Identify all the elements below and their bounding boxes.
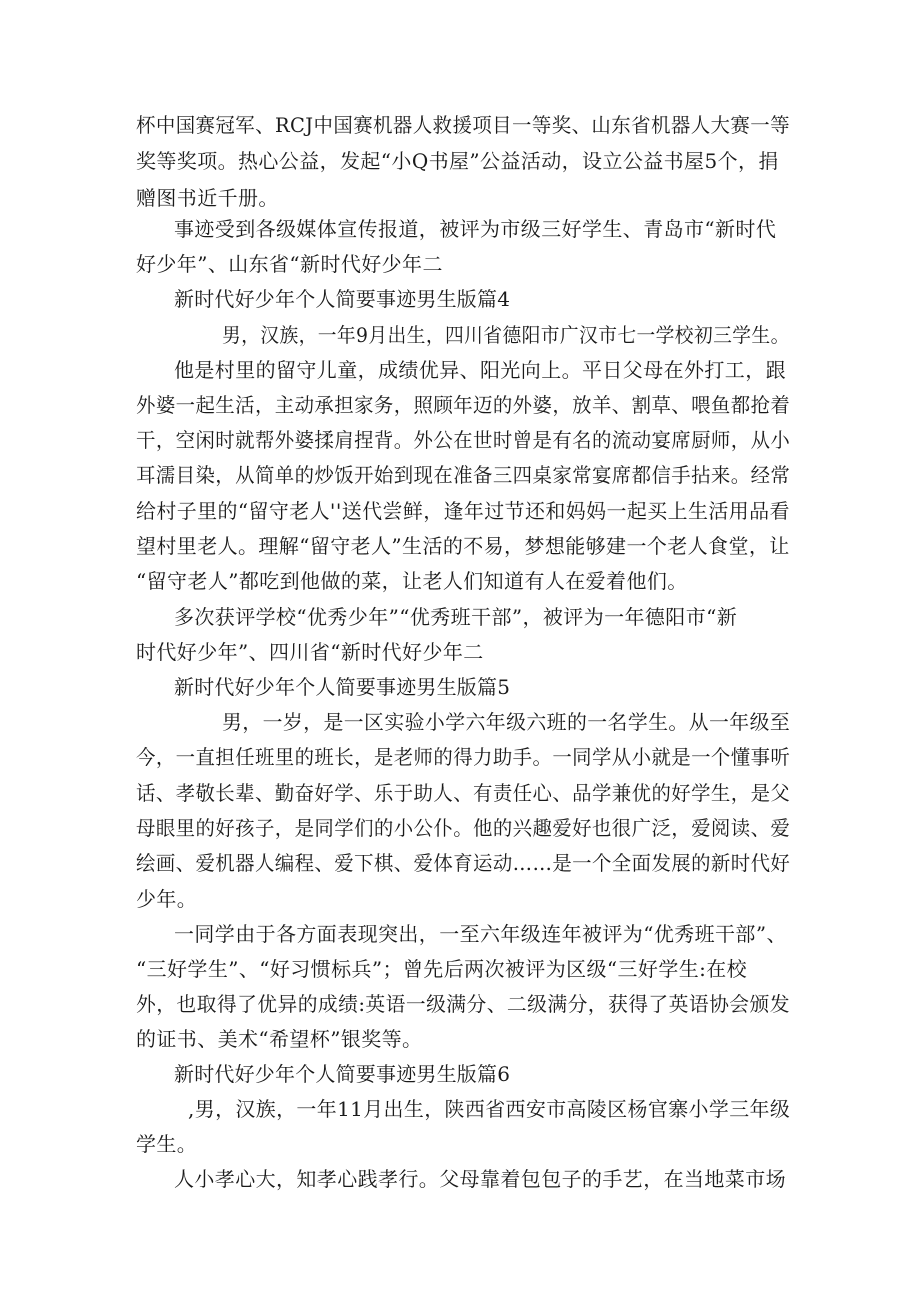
text-line: 绘画、爱机器人编程、爱下棋、爱体育运动……是一个全面发展的新时代好	[136, 851, 791, 875]
text-line: 男，汉族，一年9月出生，四川省德阳市广汉市七一学校初三学生。	[222, 323, 790, 347]
text-line: 事迹受到各级媒体宣传报道，被评为市级三好学生、青岛市“新时代	[174, 217, 777, 241]
text-line: 杯中国赛冠军、RCJ中国赛机器人救援项目一等奖、山东省机器人大赛一等	[136, 113, 790, 137]
text-line: 耳濡目染，从简单的炒饭开始到现在准备三四桌家常宴席都信手拈来。经常	[136, 463, 791, 487]
text-line: 人小孝心大，知孝心践孝行。父母靠着包包子的手艺，在当地菜市场	[174, 1167, 786, 1191]
text-line: 母眼里的好孩子，是同学们的小公仆。他的兴趣爱好也很广泛，爱阅读、爱	[136, 816, 791, 840]
text-line: 好少年”、山东省“新时代好少年二	[136, 252, 443, 276]
text-line: 少年。	[136, 887, 198, 911]
text-line: 学生。	[136, 1132, 198, 1156]
text-line: 今，一直担任班里的班长，是老师的得力助手。一同学从小就是一个懂事听	[136, 745, 791, 769]
text-line: ,男，汉族，一年11月出生，陕西省西安市高陵区杨官寨小学三年级	[188, 1097, 791, 1121]
text-line: “留守老人”都吃到他做的菜，让老人们知道有人在爱着他们。	[136, 569, 688, 593]
text-line: “三好学生”、“好习惯标兵”；曾先后两次被评为区级“三好学生:在校	[136, 957, 748, 981]
text-line: 时代好少年”、四川省“新时代好少年二	[136, 640, 484, 664]
text-line: 外，也取得了优异的成绩:英语一级满分、二级满分，获得了英语协会颁发	[136, 992, 790, 1016]
text-line: 外婆一起生活，主动承担家务，照顾年迈的外婆，放羊、割草、喂鱼都抢着	[136, 393, 791, 417]
text-line: 的证书、美术“希望杯”银奖等。	[136, 1027, 423, 1051]
text-line: 男，一岁，是一区实验小学六年级六班的一名学生。从一年级至	[222, 710, 791, 734]
text-line: 赠图书近千册。	[136, 186, 279, 210]
section-heading: 新时代好少年个人简要事迹男生版篇4	[174, 287, 511, 311]
section-heading: 新时代好少年个人简要事迹男生版篇6	[174, 1062, 511, 1086]
text-line: 干，空闲时就帮外婆揉肩捏背。外公在世时曾是有名的流动宴席厨师，从小	[136, 428, 791, 452]
text-line: 多次获评学校“优秀少年”“优秀班干部”，被评为一年德阳市“新	[174, 605, 738, 629]
section-heading: 新时代好少年个人简要事迹男生版篇5	[174, 675, 511, 699]
text-line: 给村子里的“留守老人''送代尝鲜，逢年过节还和妈妈一起买上生活用品看	[136, 499, 790, 523]
text-line: 话、孝敬长辈、勤奋好学、乐于助人、有责任心、品学兼优的好学生，是父	[136, 781, 791, 805]
text-line: 奖等奖项。热心公益，发起“小Q书屋”公益活动，设立公益书屋5个，捐	[136, 149, 779, 173]
text-line: 一同学由于各方面表现突出，一至六年级连年被评为“优秀班干部”、	[174, 922, 787, 946]
text-line: 他是村里的留守儿童，成绩优异、阳光向上。平日父母在外打工，跟	[174, 358, 786, 382]
text-line: 望村里老人。理解“留守老人”生活的不易，梦想能够建一个老人食堂，让	[136, 534, 790, 558]
